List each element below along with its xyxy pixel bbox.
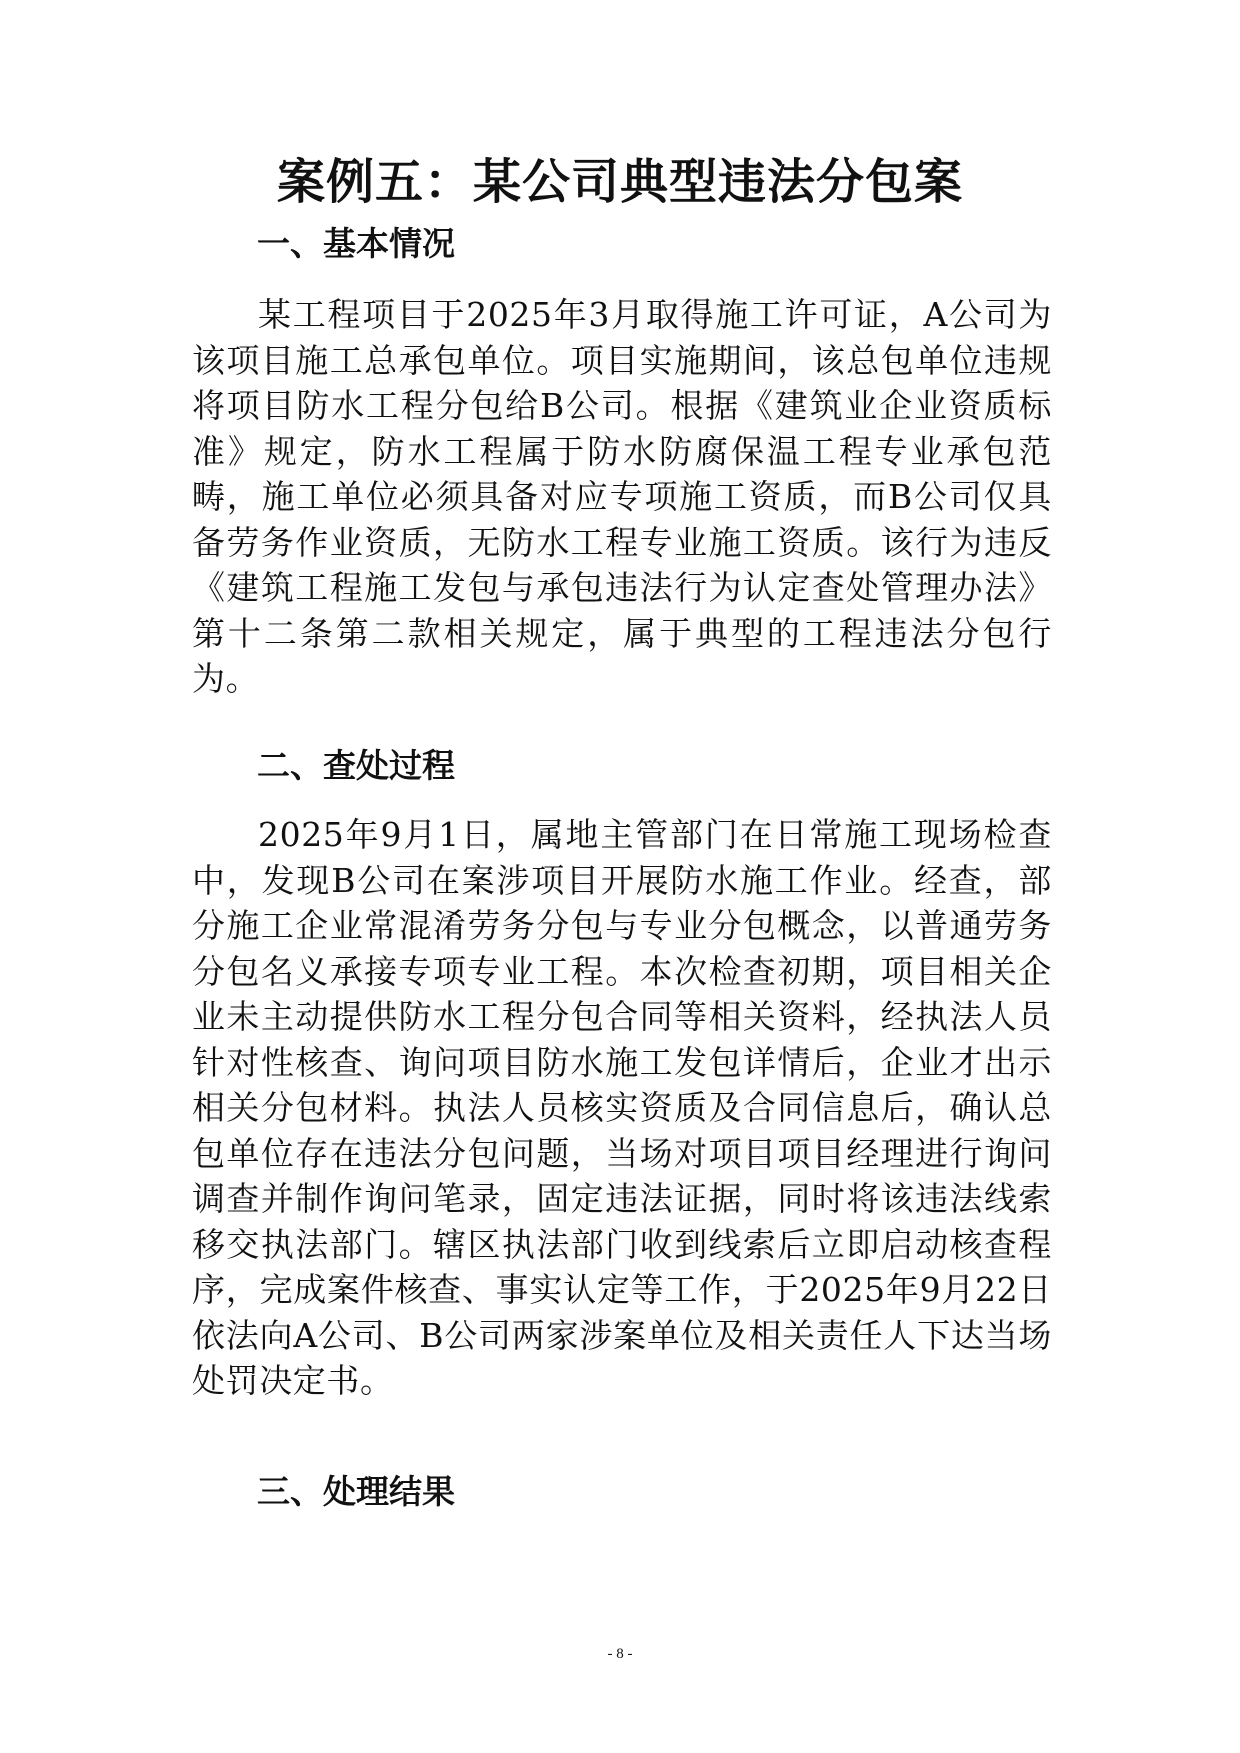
document-title: 案例五：某公司典型违法分包案 <box>276 154 963 210</box>
section-heading-basic-info: 一、基本情况 <box>257 224 455 263</box>
page-number: - 8 - <box>607 1646 633 1662</box>
section-heading-investigation: 二、查处过程 <box>257 746 455 785</box>
paragraph-investigation: 2025年9月1日，属地主管部门在日常施工现场检查中，发现B公司在案涉项目开展防水施工作业。经查，部分施工企业常混淆劳务分包与专业分包概念，以普通劳务分包名义承接专项专业工程。本次检查初期，项目相关企业未主动提供防水工程分包合同等相关资料，经执法人员针对性核查、询问项目防水施工发包详情后，企业才出示相关分包材料。执法人员核实资质及合同信息后，确认总包单位存在违法分包问题，当场对项目项目经理进行询问调查并制作询问笔录，固定违法证据，同时将该违法线索移交执法部门。辖区执法部门收到线索后立即启动核查程序，完成案件核查、事实认定等工作，于2025年9月22日依法向A公司、B公司两家涉案单位及相关责任人下达当场处罚决定书。 <box>192 815 1052 1400</box>
section-heading-result: 三、处理结果 <box>257 1472 455 1511</box>
paragraph-basic-info: 某工程项目于2025年3月取得施工许可证，A公司为该项目施工总承包单位。项目实施期间，该总包单位违规将项目防水工程分包给B公司。根据《建筑业企业资质标准》规定，防水工程属于防水防腐保温工程专业承包范畴，施工单位必须具备对应专项施工资质，而B公司仅具备劳务作业资质，无防水工程专业施工资质。该行为违反《建筑工程施工发包与承包违法行为认定查处管理办法》第十二条第二款相关规定，属于典型的工程违法分包行为。 <box>192 295 1052 698</box>
